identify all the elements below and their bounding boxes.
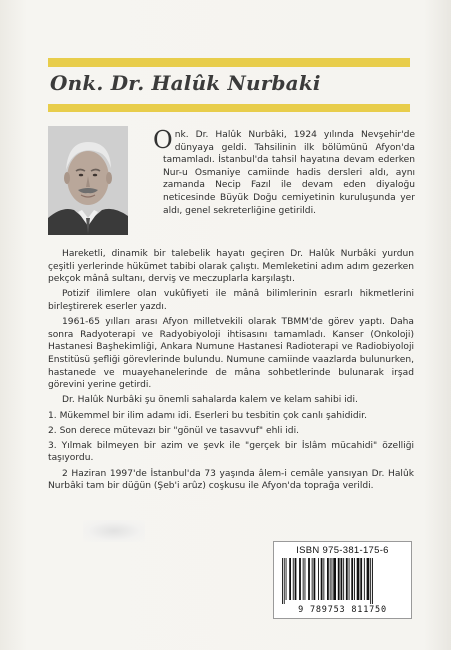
barcode-bar (330, 558, 331, 600)
barcode-bar (360, 558, 362, 600)
barcode-bar (323, 558, 324, 600)
list-item-1: 1. Mükemmel bir ilim adamı idi. Eserleri bu tesbitin çok canlı şahididir. (48, 410, 367, 421)
bottom-yellow-band (48, 104, 410, 112)
barcode-bar (351, 558, 353, 600)
barcode-bar (333, 558, 336, 600)
barcode-bar (370, 558, 371, 604)
paragraph-parliament: 1961-65 yılları arası Afyon milletvekili olarak TBMM'de görev yaptı. Daha sonra Radyoterapi ve Radyobiyoloji ihtisasını tamamladı. Kanser (Onkoloji) Hastanesi Başhekimliği, Ankara Numune Hastanesi Radioterapi ve Radiobiyoloji Enstitüsü şefliği görevlerinde bulundu. Numune camiinde vaazlarda bulunurken, hastanede ve muayehanelerinde de mâna sohbetlerinde bulunarak irşad görevini yerine getirdi. (48, 317, 414, 391)
intro-paragraph (153, 126, 415, 217)
barcode-bar (289, 558, 291, 600)
barcode-bar (293, 558, 294, 600)
author-title: Onk. Dr. Halûk Nurbaki (50, 71, 321, 95)
intro-text: nk. Dr. Halûk Nurbâki, 1924 yılında Nevşehir'de dünyaya geldi. Tahsilinin ilk bölümünü Afyon'da tamamladı. İstanbul'da tahsil hayatına devam ederken Nur-u Osmaniye camiinde hadis dersleri aldı, aynı zamanda Necip Fazıl ile devam eden diyaloğu neticesinde Büyük Doğu cemiyetinin kuruluşunda yer aldı, genel sekreterliğine getirildi. (163, 130, 415, 216)
barcode-bar (343, 558, 344, 600)
paragraph-fields: Dr. Halûk Nurbâki şu önemli sahalarda kalem ve kelam sahibi idi. (62, 395, 358, 406)
top-yellow-band (48, 58, 410, 67)
barcode-bar (308, 558, 310, 600)
barcode-bar (346, 558, 348, 600)
barcode-bar (295, 558, 297, 600)
paragraph-writing: Potizif ilimlere olan vukûfiyeti ile mânâ bilimlerinin esrarlı hikmetlerini birleştirerek eserler yazdı. (48, 289, 414, 312)
barcode-bar (321, 558, 323, 600)
barcode-bar (286, 558, 287, 600)
sticker-residue (83, 520, 145, 542)
barcode-bar (338, 558, 340, 600)
isbn-number: ISBN 975-381-175-6 (296, 545, 389, 556)
barcode-bar (354, 558, 355, 600)
paragraph-career: Hareketli, dinamik bir talebelik hayatı geçiren Dr. Halûk Nurbâki yurdun çeşitli yerlerinde hükümet tabibi olarak çalıştı. Memleketini adım adım gezerken pekçok mânâ sultanı, derviş ve meczuplarla karşılaştı. (48, 249, 414, 285)
paragraph-death: 2 Haziran 1997'de İstanbul'da 73 yaşında âlem-i cemâle yansıyan Dr. Halûk Nurbâki tam bir düğün (Şeb'i arûz) coşkusu ile Afyon'da toprağa verildi. (48, 468, 414, 492)
barcode-bar (349, 558, 350, 600)
barcode-bar (284, 558, 285, 604)
drop-cap: O (153, 126, 173, 154)
barcode-bar (327, 558, 329, 600)
barcode-bar (299, 558, 301, 600)
author-portrait (48, 126, 128, 235)
barcode-bar (282, 558, 283, 604)
barcode-digits: 9 789753 811750 (298, 605, 387, 615)
barcode-bar (372, 558, 373, 604)
isbn-barcode-box (273, 541, 412, 619)
barcode-bar (305, 558, 306, 600)
barcode-bar (314, 558, 316, 600)
barcode-bar (332, 558, 333, 600)
barcode-bar (318, 558, 319, 600)
barcode-bar (367, 558, 370, 600)
list-item-3: 3. Yılmak bilmeyen bir azim ve şevk ile "gerçek bir İslâm mücahidi" özelliği taşıyordu. (48, 440, 414, 464)
biography-body (48, 248, 414, 495)
list-item-2: 2. Son derece mütevazı bir "gönül ve tasavvuf" ehli idi. (48, 425, 299, 436)
barcode-bar (303, 558, 304, 600)
barcode-bar (312, 558, 313, 600)
barcode-bar (341, 558, 343, 600)
barcode-bar (364, 558, 365, 600)
barcode-bar (357, 558, 360, 600)
barcode-bars (280, 558, 405, 604)
